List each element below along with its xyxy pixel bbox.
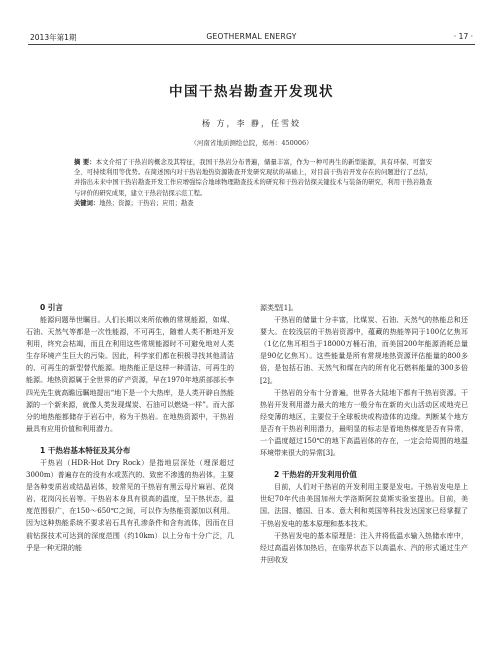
affiliation: （河南省地质测绘总院，郑州：450006） — [190, 139, 313, 147]
section-heading-introduction: 0 引言 — [40, 303, 63, 312]
left-column — [26, 302, 234, 554]
paragraph: 目前，人们对干热岩的开发利用主要是发电。干热岩发电是上世纪70年代由美国加州大学洛斯阿拉莫斯实验室提出。目前，美国、法国、德国、日本、意大利和英国等科技发达国家已经掌握了干热岩发电的基本原理和基本技术。 — [260, 483, 468, 528]
page-number: · 17 · — [453, 32, 473, 41]
paragraph: 干热岩的储量十分丰富，比煤炭、石油、天然气的热能总和还要大。在较浅层的干热岩资源中，蕴藏的热能等同于100亿亿焦耳（1亿亿焦耳相当于18000万桶石油，而美国200年能源消耗总量是90亿亿焦耳）。这些能量是所有常规地热资源评估能量的800多倍，是包括石油、天然气和煤在内的所有化石燃料能量的300多倍[2]。 — [260, 316, 468, 385]
paragraph: 源类型[1]。 — [260, 304, 298, 312]
paragraph: 干热岩发电的基本原理是：注入井将低温水输入热储水库中，经过高温岩体加热后，在临界状态下以高温水、汽的形式通过生产井回收发 — [260, 531, 468, 564]
abstract-text: 本文介绍了干热岩的概念及其特征，我国干热岩分布普遍，储量丰富，作为一种可再生的新型能源，具有环保、可靠安全、可持续利用等优势。在简述国内对干热岩地热资源勘查开发研究现状的基础上，对目前干热岩开发存在的问题进行了总结，并指出未来中国干热岩勘查开发工作应增强综合地球物理勘查技术的研究和干热岩钻探关键技术与装备的研究，利用干热岩勘查与评价的研究成果，建立干热岩钻探示范工程。 — [74, 159, 432, 197]
keywords-label: 关键词： — [74, 199, 100, 207]
paragraph: 干热岩（HDR-Hot Dry Rock）是指地层深处（埋深超过3000m）普遍存在的没有水或蒸汽的、致密不渗透的热岩体，主要是各种变质岩或结晶岩体，较常见的干热岩有黑云母片麻岩、花岗岩、花岗闪长岩等。干热岩本身具有很高的温度，呈干热状态，温度范围很广，在150～650℃之间，可以作为热能资源加以利用。因为这种热能系统不要求岩石具有孔渗条件和含有流体，因而在目前钻探技术可达到的深度范围（约10km）以上分布十分广泛，几乎是一种无限的能 — [26, 458, 234, 552]
paper-title: 中国干热岩勘查开发现状 — [169, 84, 334, 100]
authors: 杨 方，李 静，任雪姣 — [201, 119, 302, 128]
paragraph: 干热岩的分布十分普遍，世界各大陆地下都有干热岩资源。干热岩开发利用潜力最大的地方一般分布在新的火山活动区或地壳已经变薄的地区，主要位于全球板块或构造体的边缘。判断某个地方是否有干热岩利用潜力，最明显的标志是看地热梯度是否有异常，一个温度超过150℃的地下高温岩体的存在，一定会给周围的地温环境带来很大的异常[3]。 — [260, 388, 468, 458]
keywords-text: 地热；资源；干热岩；应用；勘查 — [99, 199, 194, 207]
running-header — [28, 30, 475, 45]
keywords — [74, 199, 432, 209]
issue-number: 2013年第1期 — [30, 33, 77, 42]
abstract-block — [74, 158, 432, 209]
abstract-label: 摘 要： — [74, 159, 96, 166]
right-column — [260, 302, 468, 566]
section-heading-features: 1 干热岩基本特征及其分布 — [40, 445, 131, 455]
section-heading-value: 2 干热岩的开发利用价值 — [274, 470, 357, 480]
paragraph: 能源问题举世瞩目。人们长期以来所依赖的常规能源，如煤、石油、天然气等都是一次性能源，不可再生，随着人类不断地开发利用，终究会枯竭，而且在利用这些常规能源时不可避免地对人类生存环境产生巨大的污染。因此，科学家们都在积极寻找其他清洁的、可再生的新型替代能源。地热能正是这样一种清洁、可再生的能源。地热资源属于全世界的矿产资源，早在1970年地质部部长李四光先生就高瞻远瞩地提出“地下是一个大热库，是人类开辟自然能源的一个新来源，就像人类发现煤炭、石油可以燃烧一样”。而大部分的地热能都储存于岩石中，称为干热岩。在地热资源中，干热岩最具有应用价值和利用潜力。 — [26, 316, 234, 433]
abstract — [74, 158, 432, 199]
journal-name: GEOTHERMAL ENERGY — [206, 32, 297, 41]
